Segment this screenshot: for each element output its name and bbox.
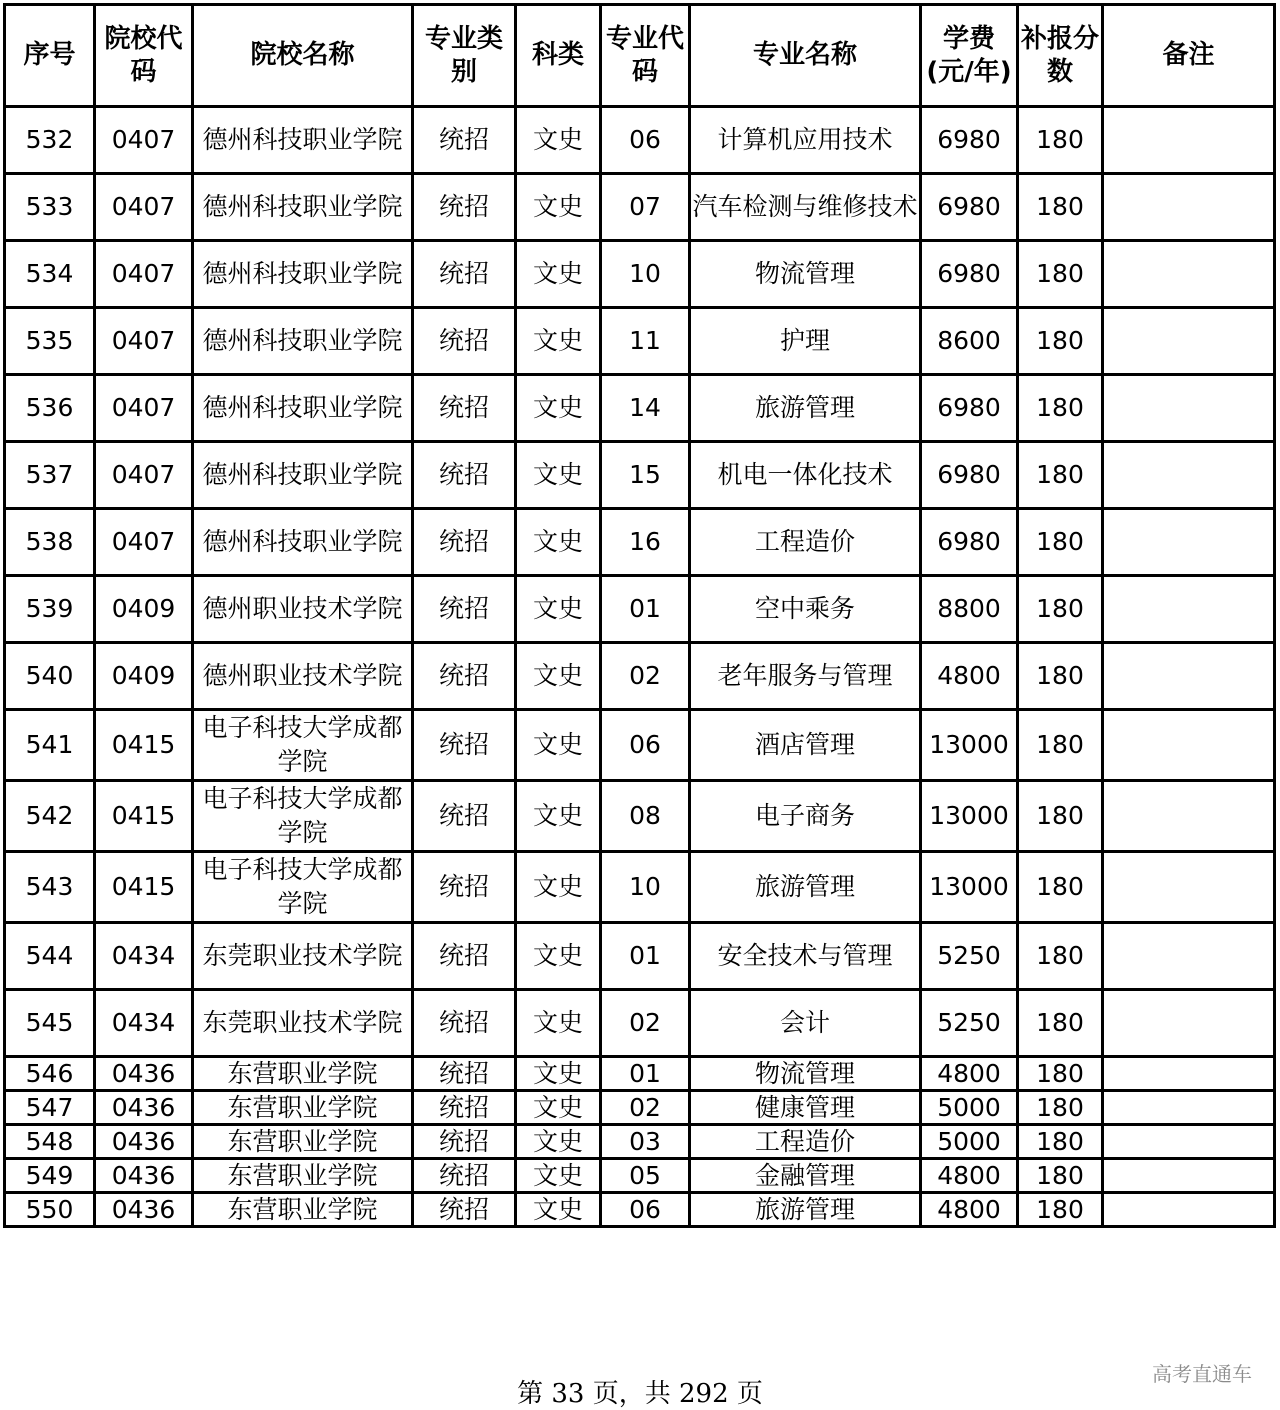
- school-name-cell: 东营职业学院: [193, 1057, 413, 1091]
- school-code-cell: 0436: [95, 1057, 193, 1091]
- school-code-cell: 0407: [95, 442, 193, 509]
- major-name-cell: 电子商务: [690, 781, 921, 852]
- remark-cell: [1103, 1125, 1275, 1159]
- subject-cell: 文史: [516, 442, 601, 509]
- col-header: 专业代码: [601, 5, 690, 107]
- tuition-cell: 6980: [921, 174, 1018, 241]
- tuition-cell: 6980: [921, 107, 1018, 174]
- score-cell: 180: [1018, 1057, 1103, 1091]
- major-code-cell: 05: [601, 1159, 690, 1193]
- school-name-cell: 电子科技大学成都学院: [193, 710, 413, 781]
- admissions-table: [3, 3, 1276, 1228]
- category-cell: 统招: [413, 990, 516, 1057]
- school-name-cell: 德州科技职业学院: [193, 509, 413, 576]
- subject-cell: 文史: [516, 576, 601, 643]
- major-name-cell: 工程造价: [690, 1125, 921, 1159]
- tuition-cell: 6980: [921, 375, 1018, 442]
- tuition-cell: 13000: [921, 852, 1018, 923]
- serial-cell: 545: [5, 990, 95, 1057]
- table-row: [5, 1125, 1275, 1159]
- serial-cell: 535: [5, 308, 95, 375]
- category-cell: 统招: [413, 781, 516, 852]
- serial-cell: 538: [5, 509, 95, 576]
- major-code-cell: 08: [601, 781, 690, 852]
- serial-cell: 534: [5, 241, 95, 308]
- school-name-cell: 东莞职业技术学院: [193, 923, 413, 990]
- table-row: [5, 174, 1275, 241]
- major-code-cell: 06: [601, 107, 690, 174]
- major-code-cell: 01: [601, 1057, 690, 1091]
- major-code-cell: 06: [601, 1193, 690, 1227]
- major-code-cell: 10: [601, 852, 690, 923]
- score-cell: 180: [1018, 509, 1103, 576]
- category-cell: 统招: [413, 509, 516, 576]
- score-cell: 180: [1018, 1125, 1103, 1159]
- school-code-cell: 0436: [95, 1125, 193, 1159]
- subject-cell: 文史: [516, 375, 601, 442]
- col-header: 学费(元/年): [921, 5, 1018, 107]
- category-cell: 统招: [413, 174, 516, 241]
- major-code-cell: 02: [601, 1091, 690, 1125]
- table-row: [5, 1057, 1275, 1091]
- remark-cell: [1103, 990, 1275, 1057]
- tuition-cell: 5000: [921, 1125, 1018, 1159]
- school-name-cell: 东营职业学院: [193, 1159, 413, 1193]
- school-code-cell: 0415: [95, 710, 193, 781]
- subject-cell: 文史: [516, 1193, 601, 1227]
- serial-cell: 546: [5, 1057, 95, 1091]
- tuition-cell: 6980: [921, 442, 1018, 509]
- table-row: [5, 1193, 1275, 1227]
- score-cell: 180: [1018, 174, 1103, 241]
- major-code-cell: 01: [601, 576, 690, 643]
- table-row: [5, 710, 1275, 781]
- table-row: [5, 375, 1275, 442]
- table-row: [5, 852, 1275, 923]
- col-header: 院校名称: [193, 5, 413, 107]
- serial-cell: 543: [5, 852, 95, 923]
- serial-cell: 547: [5, 1091, 95, 1125]
- category-cell: 统招: [413, 375, 516, 442]
- category-cell: 统招: [413, 442, 516, 509]
- table-row: [5, 576, 1275, 643]
- school-name-cell: 德州职业技术学院: [193, 643, 413, 710]
- category-cell: 统招: [413, 1057, 516, 1091]
- remark-cell: [1103, 781, 1275, 852]
- school-code-cell: 0407: [95, 509, 193, 576]
- subject-cell: 文史: [516, 923, 601, 990]
- category-cell: 统招: [413, 1159, 516, 1193]
- remark-cell: [1103, 241, 1275, 308]
- subject-cell: 文史: [516, 710, 601, 781]
- subject-cell: 文史: [516, 1091, 601, 1125]
- major-name-cell: 金融管理: [690, 1159, 921, 1193]
- category-cell: 统招: [413, 643, 516, 710]
- serial-cell: 550: [5, 1193, 95, 1227]
- page-number: 第 33 页，共 292 页: [517, 1379, 763, 1409]
- remark-cell: [1103, 643, 1275, 710]
- subject-cell: 文史: [516, 308, 601, 375]
- col-header: 专业类别: [413, 5, 516, 107]
- subject-cell: 文史: [516, 174, 601, 241]
- remark-cell: [1103, 710, 1275, 781]
- school-name-cell: 德州科技职业学院: [193, 107, 413, 174]
- school-code-cell: 0409: [95, 576, 193, 643]
- school-name-cell: 德州科技职业学院: [193, 174, 413, 241]
- score-cell: 180: [1018, 852, 1103, 923]
- score-cell: 180: [1018, 107, 1103, 174]
- subject-cell: 文史: [516, 643, 601, 710]
- tuition-cell: 5250: [921, 990, 1018, 1057]
- table-row: [5, 241, 1275, 308]
- school-code-cell: 0436: [95, 1159, 193, 1193]
- score-cell: 180: [1018, 442, 1103, 509]
- remark-cell: [1103, 442, 1275, 509]
- category-cell: 统招: [413, 1091, 516, 1125]
- major-name-cell: 物流管理: [690, 241, 921, 308]
- major-code-cell: 06: [601, 710, 690, 781]
- col-header: 序号: [5, 5, 95, 107]
- tuition-cell: 13000: [921, 781, 1018, 852]
- school-name-cell: 电子科技大学成都学院: [193, 852, 413, 923]
- serial-cell: 532: [5, 107, 95, 174]
- remark-cell: [1103, 308, 1275, 375]
- serial-cell: 540: [5, 643, 95, 710]
- school-code-cell: 0407: [95, 174, 193, 241]
- col-header: 科类: [516, 5, 601, 107]
- major-code-cell: 02: [601, 643, 690, 710]
- remark-cell: [1103, 1159, 1275, 1193]
- score-cell: 180: [1018, 308, 1103, 375]
- school-code-cell: 0407: [95, 308, 193, 375]
- score-cell: 180: [1018, 576, 1103, 643]
- serial-cell: 549: [5, 1159, 95, 1193]
- table-row: [5, 990, 1275, 1057]
- major-code-cell: 11: [601, 308, 690, 375]
- major-name-cell: 物流管理: [690, 1057, 921, 1091]
- serial-cell: 537: [5, 442, 95, 509]
- remark-cell: [1103, 174, 1275, 241]
- subject-cell: 文史: [516, 990, 601, 1057]
- tuition-cell: 8600: [921, 308, 1018, 375]
- remark-cell: [1103, 852, 1275, 923]
- major-name-cell: 计算机应用技术: [690, 107, 921, 174]
- table-row: [5, 643, 1275, 710]
- tuition-cell: 4800: [921, 643, 1018, 710]
- major-name-cell: 护理: [690, 308, 921, 375]
- score-cell: 180: [1018, 375, 1103, 442]
- school-code-cell: 0434: [95, 990, 193, 1057]
- school-code-cell: 0434: [95, 923, 193, 990]
- school-name-cell: 德州科技职业学院: [193, 308, 413, 375]
- tuition-cell: 6980: [921, 241, 1018, 308]
- col-header: 院校代码: [95, 5, 193, 107]
- score-cell: 180: [1018, 923, 1103, 990]
- table-row: [5, 781, 1275, 852]
- col-header: 备注: [1103, 5, 1275, 107]
- school-name-cell: 东营职业学院: [193, 1125, 413, 1159]
- subject-cell: 文史: [516, 852, 601, 923]
- school-code-cell: 0436: [95, 1193, 193, 1227]
- school-name-cell: 德州职业技术学院: [193, 576, 413, 643]
- school-name-cell: 东营职业学院: [193, 1091, 413, 1125]
- remark-cell: [1103, 1193, 1275, 1227]
- school-name-cell: 德州科技职业学院: [193, 442, 413, 509]
- major-code-cell: 10: [601, 241, 690, 308]
- category-cell: 统招: [413, 1193, 516, 1227]
- school-code-cell: 0415: [95, 781, 193, 852]
- score-cell: 180: [1018, 643, 1103, 710]
- school-name-cell: 东莞职业技术学院: [193, 990, 413, 1057]
- major-name-cell: 健康管理: [690, 1091, 921, 1125]
- category-cell: 统招: [413, 308, 516, 375]
- header-row: [5, 5, 1275, 107]
- serial-cell: 544: [5, 923, 95, 990]
- table-row: [5, 923, 1275, 990]
- major-name-cell: 旅游管理: [690, 1193, 921, 1227]
- major-name-cell: 机电一体化技术: [690, 442, 921, 509]
- category-cell: 统招: [413, 852, 516, 923]
- tuition-cell: 4800: [921, 1193, 1018, 1227]
- serial-cell: 536: [5, 375, 95, 442]
- table-row: [5, 107, 1275, 174]
- remark-cell: [1103, 107, 1275, 174]
- table-row: [5, 442, 1275, 509]
- subject-cell: 文史: [516, 781, 601, 852]
- subject-cell: 文史: [516, 1057, 601, 1091]
- school-name-cell: 东营职业学院: [193, 1193, 413, 1227]
- major-code-cell: 15: [601, 442, 690, 509]
- school-code-cell: 0415: [95, 852, 193, 923]
- remark-cell: [1103, 576, 1275, 643]
- major-name-cell: 空中乘务: [690, 576, 921, 643]
- school-name-cell: 德州科技职业学院: [193, 241, 413, 308]
- major-code-cell: 14: [601, 375, 690, 442]
- major-code-cell: 03: [601, 1125, 690, 1159]
- school-name-cell: 电子科技大学成都学院: [193, 781, 413, 852]
- major-name-cell: 会计: [690, 990, 921, 1057]
- serial-cell: 542: [5, 781, 95, 852]
- remark-cell: [1103, 1057, 1275, 1091]
- serial-cell: 541: [5, 710, 95, 781]
- tuition-cell: 5250: [921, 923, 1018, 990]
- tuition-cell: 6980: [921, 509, 1018, 576]
- major-code-cell: 01: [601, 923, 690, 990]
- school-name-cell: 德州科技职业学院: [193, 375, 413, 442]
- major-name-cell: 老年服务与管理: [690, 643, 921, 710]
- major-name-cell: 旅游管理: [690, 852, 921, 923]
- score-cell: 180: [1018, 990, 1103, 1057]
- table-row: [5, 509, 1275, 576]
- major-name-cell: 酒店管理: [690, 710, 921, 781]
- major-name-cell: 工程造价: [690, 509, 921, 576]
- remark-cell: [1103, 1091, 1275, 1125]
- remark-cell: [1103, 375, 1275, 442]
- serial-cell: 539: [5, 576, 95, 643]
- col-header: 专业名称: [690, 5, 921, 107]
- major-code-cell: 16: [601, 509, 690, 576]
- school-code-cell: 0436: [95, 1091, 193, 1125]
- watermark: 高考直通车: [1152, 1362, 1252, 1386]
- school-code-cell: 0407: [95, 375, 193, 442]
- subject-cell: 文史: [516, 107, 601, 174]
- remark-cell: [1103, 509, 1275, 576]
- serial-cell: 533: [5, 174, 95, 241]
- category-cell: 统招: [413, 241, 516, 308]
- category-cell: 统招: [413, 107, 516, 174]
- tuition-cell: 5000: [921, 1091, 1018, 1125]
- subject-cell: 文史: [516, 1159, 601, 1193]
- table-body: [5, 107, 1275, 1227]
- major-name-cell: 汽车检测与维修技术: [690, 174, 921, 241]
- score-cell: 180: [1018, 241, 1103, 308]
- score-cell: 180: [1018, 1159, 1103, 1193]
- tuition-cell: 13000: [921, 710, 1018, 781]
- tuition-cell: 4800: [921, 1057, 1018, 1091]
- school-code-cell: 0407: [95, 241, 193, 308]
- remark-cell: [1103, 923, 1275, 990]
- school-code-cell: 0409: [95, 643, 193, 710]
- category-cell: 统招: [413, 710, 516, 781]
- serial-cell: 548: [5, 1125, 95, 1159]
- tuition-cell: 8800: [921, 576, 1018, 643]
- table-row: [5, 308, 1275, 375]
- score-cell: 180: [1018, 1091, 1103, 1125]
- score-cell: 180: [1018, 781, 1103, 852]
- table-row: [5, 1091, 1275, 1125]
- major-code-cell: 07: [601, 174, 690, 241]
- col-header: 补报分数: [1018, 5, 1103, 107]
- major-name-cell: 安全技术与管理: [690, 923, 921, 990]
- table-row: [5, 1159, 1275, 1193]
- category-cell: 统招: [413, 923, 516, 990]
- score-cell: 180: [1018, 1193, 1103, 1227]
- subject-cell: 文史: [516, 509, 601, 576]
- major-code-cell: 02: [601, 990, 690, 1057]
- school-code-cell: 0407: [95, 107, 193, 174]
- tuition-cell: 4800: [921, 1159, 1018, 1193]
- major-name-cell: 旅游管理: [690, 375, 921, 442]
- category-cell: 统招: [413, 576, 516, 643]
- subject-cell: 文史: [516, 1125, 601, 1159]
- score-cell: 180: [1018, 710, 1103, 781]
- subject-cell: 文史: [516, 241, 601, 308]
- category-cell: 统招: [413, 1125, 516, 1159]
